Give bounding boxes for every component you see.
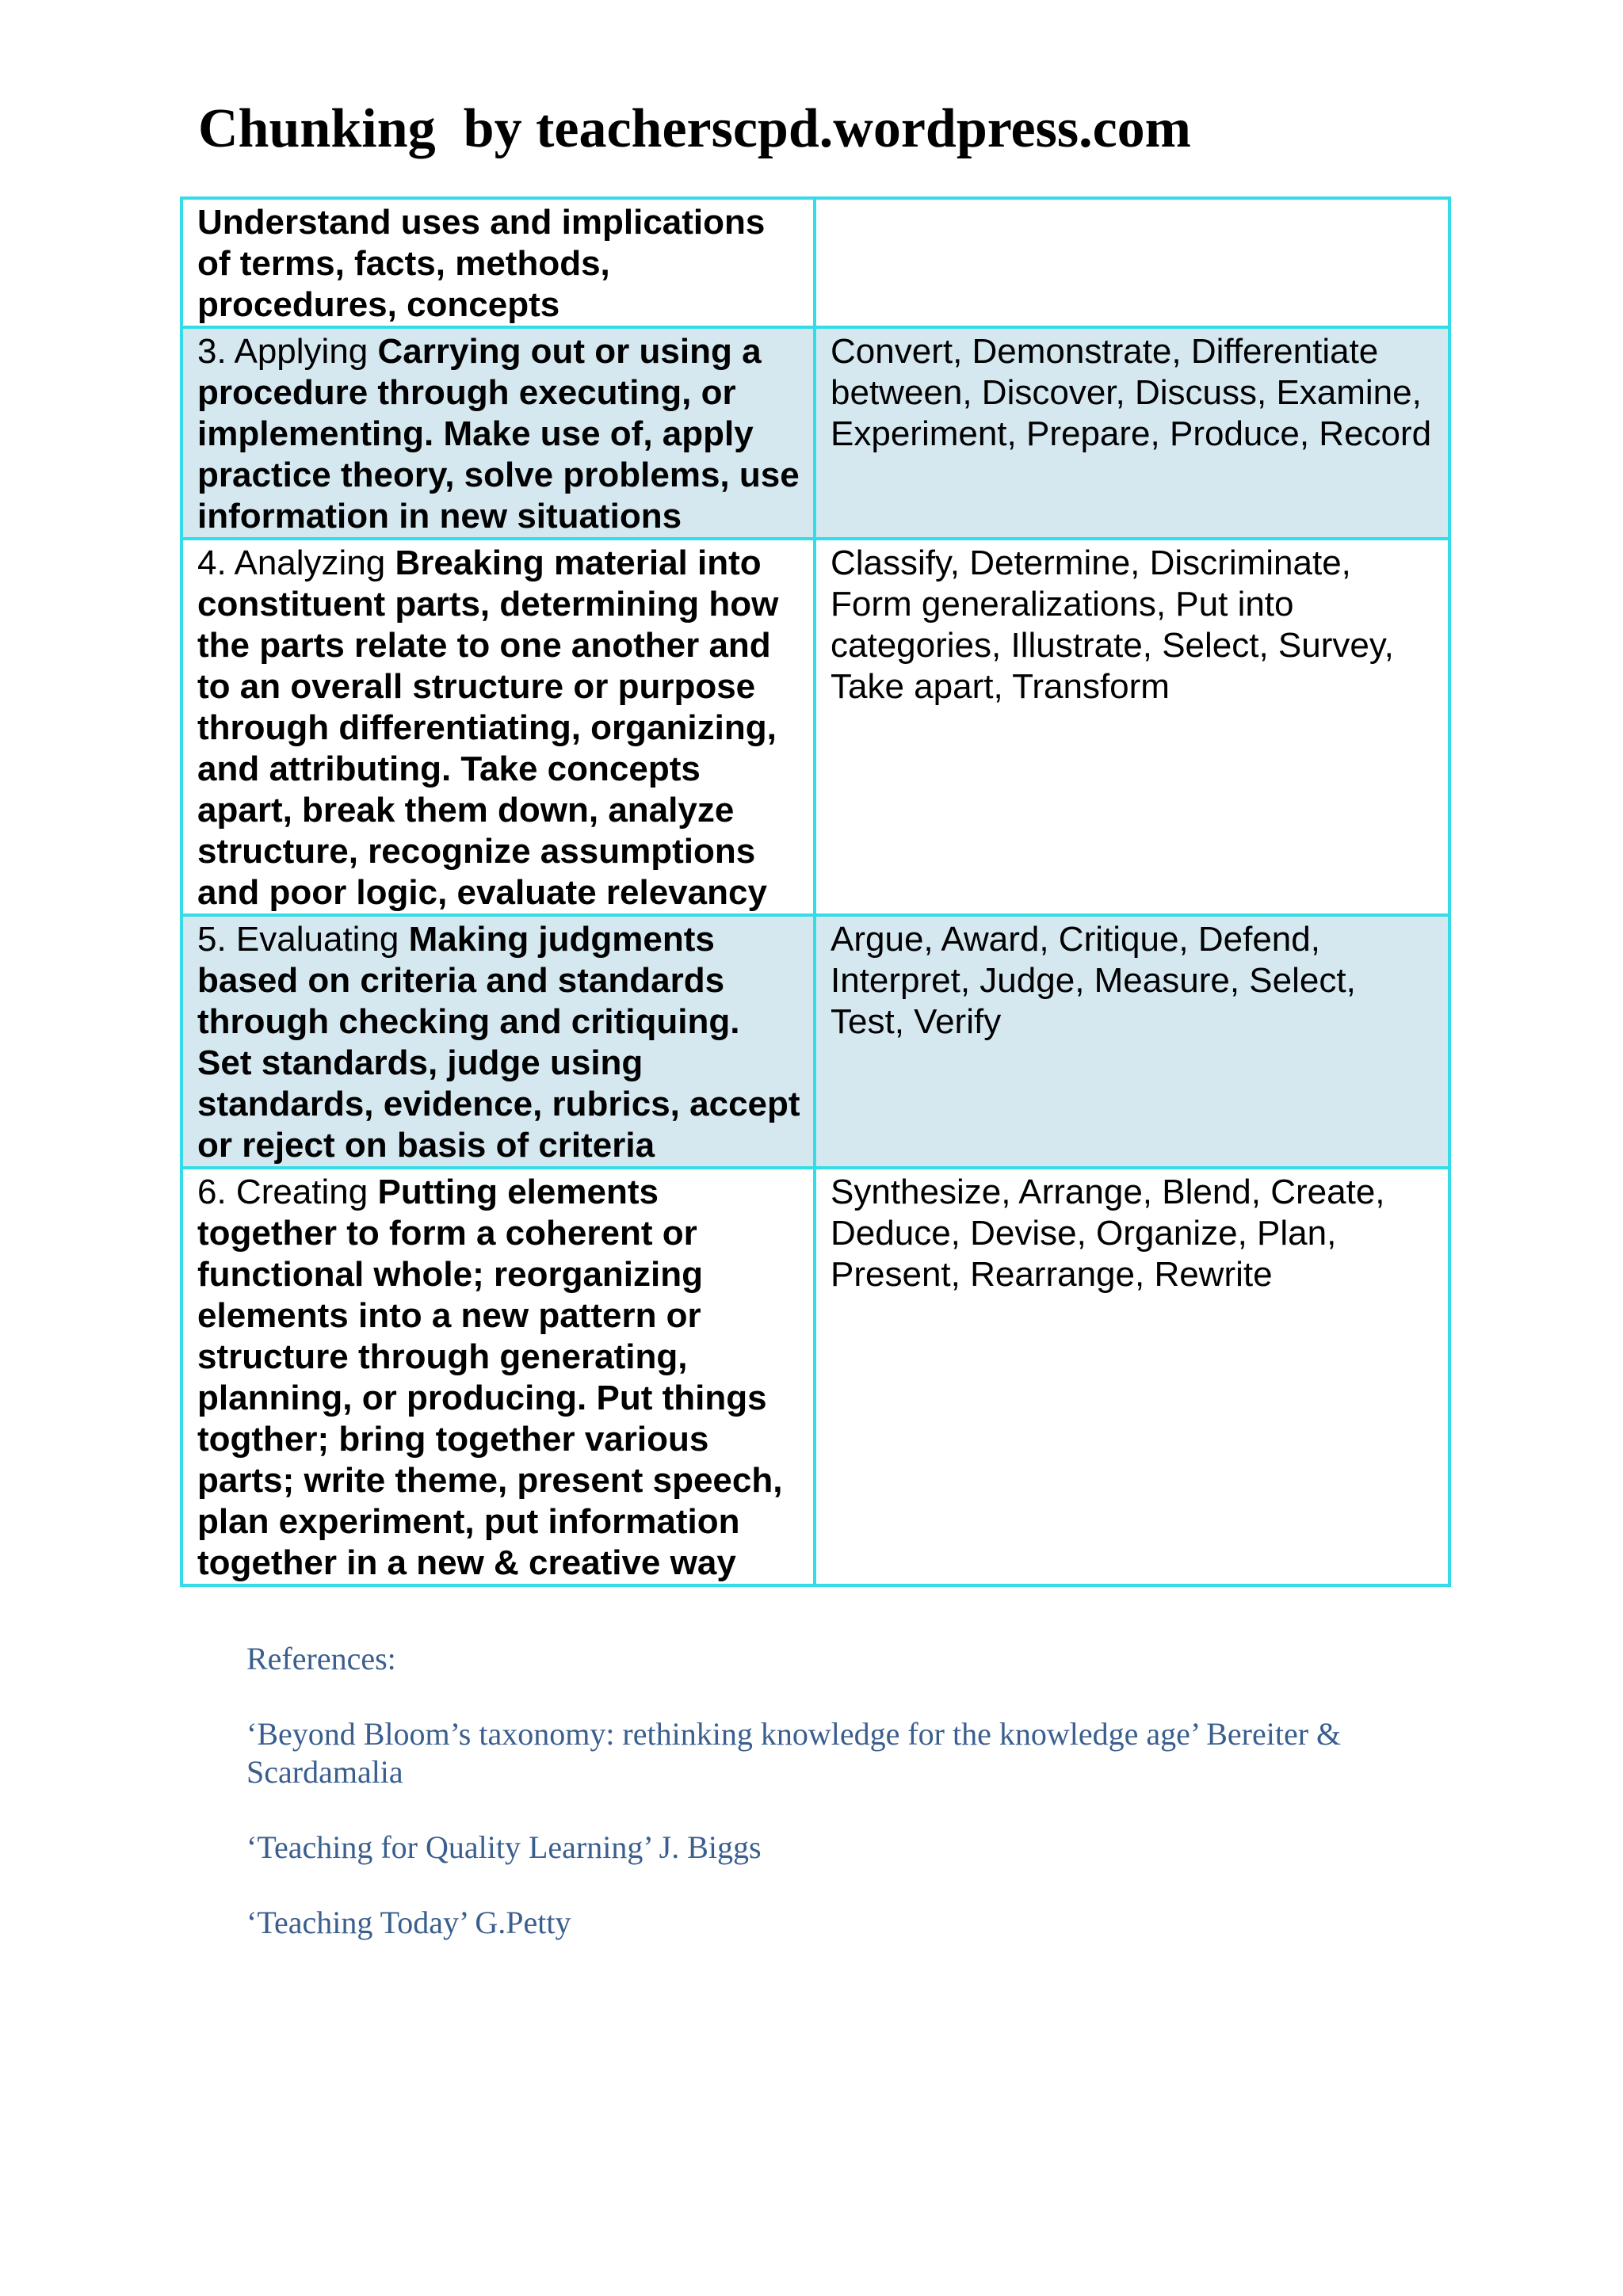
verbs-cell: Argue, Award, Critique, Defend, Interpret, Judge, Measure, Select, Test, Verify bbox=[815, 915, 1449, 1168]
reference-item: ‘Teaching for Quality Learning’ J. Biggs bbox=[246, 1829, 762, 1865]
level-label: 3. Applying bbox=[197, 332, 378, 371]
verbs-cell bbox=[815, 198, 1449, 327]
level-description-cell bbox=[181, 915, 815, 1168]
level-label: 4. Analyzing bbox=[197, 543, 395, 582]
level-description: Understand uses and implications of terms, facts, methods, procedures, concepts bbox=[197, 203, 766, 324]
reference-item: ‘Teaching Today’ G.Petty bbox=[246, 1905, 571, 1940]
references-section bbox=[246, 1640, 1483, 1979]
level-description-cell bbox=[181, 327, 815, 539]
references-heading: References: bbox=[246, 1641, 396, 1676]
verbs-cell: Convert, Demonstrate, Differentiate between, Discover, Discuss, Examine, Experiment, Prepare, Produce, Record bbox=[815, 327, 1449, 539]
level-description: Breaking material into constituent parts, determining how the parts relate to one another and to an overall structure or purpose through differentiating, organizing, and attributing. Take concepts apart, break them down, analyze structure, recognize assumptions and poor logic, evaluate relevancy bbox=[197, 543, 779, 912]
table-row bbox=[181, 1168, 1449, 1585]
verbs-cell: Synthesize, Arrange, Blend, Create, Deduce, Devise, Organize, Plan, Present, Rearrange, Rewrite bbox=[815, 1168, 1449, 1585]
level-label: 5. Evaluating bbox=[197, 920, 409, 959]
table-row bbox=[181, 539, 1449, 915]
level-description-cell bbox=[181, 198, 815, 327]
level-label: 6. Creating bbox=[197, 1173, 378, 1211]
page-title: Chunking by teacherscpd.wordpress.com bbox=[198, 98, 1191, 159]
table-row bbox=[181, 198, 1449, 327]
level-description: Making judgments based on criteria and standards through checking and critiquing. Set standards, judge using standards, evidence, rubrics, accept or reject on basis of criteria bbox=[197, 920, 800, 1165]
bloom-taxonomy-table bbox=[180, 196, 1451, 1587]
level-description: Carrying out or using a procedure through executing, or implementing. Make use of, apply practice theory, solve problems, use information in new situations bbox=[197, 332, 800, 536]
table-row bbox=[181, 327, 1449, 539]
level-description: Putting elements together to form a coherent or functional whole; reorganizing elements into a new pattern or structure through generating, planning, or producing. Put things togther; bring together various parts; write theme, present speech, plan experiment, put information together in a new & creative way bbox=[197, 1173, 783, 1582]
verbs-cell: Classify, Determine, Discriminate, Form generalizations, Put into categories, Illustrate, Select, Survey, Take apart, Transform bbox=[815, 539, 1449, 915]
level-description-cell bbox=[181, 1168, 815, 1585]
level-description-cell bbox=[181, 539, 815, 915]
reference-item: ‘Beyond Bloom’s taxonomy: rethinking knowledge for the knowledge age’ Bereiter & Scardamalia bbox=[246, 1716, 1342, 1790]
table-row bbox=[181, 915, 1449, 1168]
